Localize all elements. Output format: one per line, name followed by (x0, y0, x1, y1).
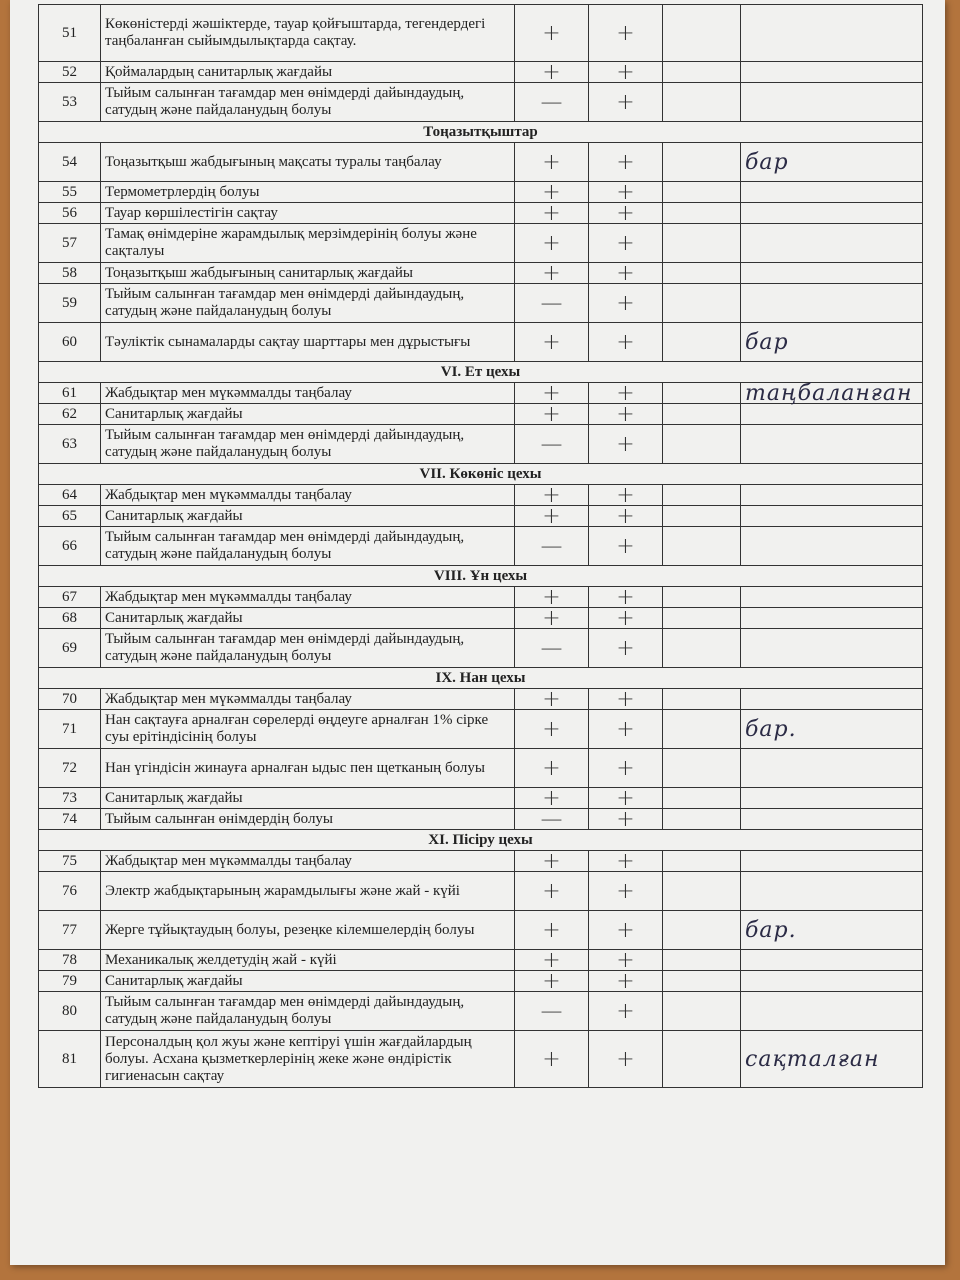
note-cell: бар. (741, 911, 923, 950)
note-cell (741, 506, 923, 527)
table-row (39, 485, 923, 506)
table-row (39, 911, 923, 950)
mark-cell-1: — (515, 809, 589, 830)
mark-cell-1: + (515, 5, 589, 62)
note-cell (741, 629, 923, 668)
row-number: 56 (39, 203, 101, 224)
mark-cell-1: + (515, 608, 589, 629)
mark-cell-2: + (589, 203, 663, 224)
section-header (39, 668, 923, 689)
mark-cell-1: + (515, 263, 589, 284)
row-description: Тыйым салынған тағамдар мен өнімдерді дайындаудың, сатудың және пайдаланудың болуы (101, 629, 515, 668)
table-row (39, 506, 923, 527)
mark-cell-1: — (515, 629, 589, 668)
note-cell (741, 851, 923, 872)
mark-cell-1: — (515, 425, 589, 464)
mark-cell-2: + (589, 911, 663, 950)
paper-sheet (10, 0, 945, 1265)
row-number: 64 (39, 485, 101, 506)
mark-cell-1: + (515, 182, 589, 203)
note-cell: бар (741, 323, 923, 362)
table-row (39, 950, 923, 971)
mark-cell-2: + (589, 851, 663, 872)
row-number: 77 (39, 911, 101, 950)
mark-cell-3 (663, 992, 741, 1031)
mark-cell-1: + (515, 587, 589, 608)
row-number: 74 (39, 809, 101, 830)
mark-cell-2: + (589, 182, 663, 203)
table-row (39, 749, 923, 788)
row-description: Тауар көршілестігін сақтау (101, 203, 515, 224)
mark-cell-2: + (589, 587, 663, 608)
row-number: 68 (39, 608, 101, 629)
mark-cell-3 (663, 143, 741, 182)
table-row (39, 710, 923, 749)
mark-cell-1: + (515, 143, 589, 182)
mark-cell-3 (663, 872, 741, 911)
table-row (39, 629, 923, 668)
table-row (39, 83, 923, 122)
mark-cell-1: + (515, 749, 589, 788)
row-description: Тамақ өнімдеріне жарамдылық мерзімдерінің болуы және сақталуы (101, 224, 515, 263)
checklist-body (39, 5, 923, 1088)
section-header (39, 566, 923, 587)
row-description: Тыйым салынған тағамдар мен өнімдерді дайындаудың, сатудың және пайдаланудың болуы (101, 284, 515, 323)
row-description: Санитарлық жағдайы (101, 506, 515, 527)
mark-cell-2: + (589, 485, 663, 506)
note-cell (741, 749, 923, 788)
mark-cell-1: + (515, 383, 589, 404)
row-description: Жабдықтар мен мүкәммалды таңбалау (101, 689, 515, 710)
row-number: 73 (39, 788, 101, 809)
row-description: Көкөністерді жәшіктерде, тауар қойғыштарда, тегендердегі таңбаланған сыйымдылықтарда сақтау. (101, 5, 515, 62)
mark-cell-3 (663, 950, 741, 971)
mark-cell-3 (663, 710, 741, 749)
mark-cell-2: + (589, 506, 663, 527)
note-cell (741, 404, 923, 425)
mark-cell-1: + (515, 710, 589, 749)
row-number: 67 (39, 587, 101, 608)
row-number: 52 (39, 62, 101, 83)
row-number: 61 (39, 383, 101, 404)
row-description: Санитарлық жағдайы (101, 404, 515, 425)
mark-cell-1: + (515, 872, 589, 911)
mark-cell-2: + (589, 404, 663, 425)
table-row (39, 992, 923, 1031)
note-cell (741, 587, 923, 608)
section-title: VI. Ет цехы (39, 362, 923, 383)
mark-cell-3 (663, 425, 741, 464)
mark-cell-2: + (589, 383, 663, 404)
table-row (39, 323, 923, 362)
section-title: IX. Нан цехы (39, 668, 923, 689)
note-cell (741, 425, 923, 464)
mark-cell-2: + (589, 143, 663, 182)
mark-cell-1: + (515, 485, 589, 506)
row-number: 79 (39, 971, 101, 992)
mark-cell-1: — (515, 83, 589, 122)
row-number: 76 (39, 872, 101, 911)
mark-cell-2: + (589, 971, 663, 992)
row-number: 60 (39, 323, 101, 362)
row-number: 54 (39, 143, 101, 182)
row-number: 63 (39, 425, 101, 464)
row-description: Тоңазытқыш жабдығының мақсаты туралы таңбалау (101, 143, 515, 182)
note-cell (741, 284, 923, 323)
mark-cell-1: + (515, 911, 589, 950)
row-description: Тыйым салынған тағамдар мен өнімдерді дайындаудың, сатудың және пайдаланудың болуы (101, 83, 515, 122)
mark-cell-1: + (515, 971, 589, 992)
mark-cell-3 (663, 971, 741, 992)
row-description: Жабдықтар мен мүкәммалды таңбалау (101, 587, 515, 608)
mark-cell-2: + (589, 950, 663, 971)
note-cell (741, 608, 923, 629)
mark-cell-3 (663, 62, 741, 83)
mark-cell-3 (663, 203, 741, 224)
mark-cell-2: + (589, 62, 663, 83)
table-row (39, 5, 923, 62)
row-number: 66 (39, 527, 101, 566)
section-title: VII. Көкөніс цехы (39, 464, 923, 485)
row-description: Тыйым салынған тағамдар мен өнімдерді дайындаудың, сатудың және пайдаланудың болуы (101, 425, 515, 464)
row-description: Тоңазытқыш жабдығының санитарлық жағдайы (101, 263, 515, 284)
mark-cell-3 (663, 809, 741, 830)
mark-cell-2: + (589, 263, 663, 284)
mark-cell-3 (663, 749, 741, 788)
table-row (39, 383, 923, 404)
row-number: 69 (39, 629, 101, 668)
row-description: Нан үгіндісін жинауға арналған ыдыс пен щетканың болуы (101, 749, 515, 788)
mark-cell-2: + (589, 608, 663, 629)
note-cell (741, 263, 923, 284)
row-number: 57 (39, 224, 101, 263)
note-cell (741, 689, 923, 710)
row-description: Тыйым салынған тағамдар мен өнімдерді дайындаудың, сатудың және пайдаланудың болуы (101, 527, 515, 566)
mark-cell-3 (663, 527, 741, 566)
mark-cell-3 (663, 1031, 741, 1088)
mark-cell-2: + (589, 323, 663, 362)
note-cell (741, 527, 923, 566)
section-header (39, 362, 923, 383)
mark-cell-1: + (515, 506, 589, 527)
row-description: Санитарлық жағдайы (101, 788, 515, 809)
mark-cell-2: + (589, 689, 663, 710)
mark-cell-2: + (589, 1031, 663, 1088)
mark-cell-3 (663, 608, 741, 629)
table-row (39, 1031, 923, 1088)
row-number: 53 (39, 83, 101, 122)
checklist (38, 4, 922, 1088)
mark-cell-2: + (589, 710, 663, 749)
mark-cell-3 (663, 911, 741, 950)
row-description: Термометрлердің болуы (101, 182, 515, 203)
mark-cell-1: + (515, 689, 589, 710)
note-cell (741, 182, 923, 203)
mark-cell-3 (663, 506, 741, 527)
section-header (39, 122, 923, 143)
table-row (39, 788, 923, 809)
mark-cell-2: + (589, 788, 663, 809)
row-number: 71 (39, 710, 101, 749)
row-description: Нан сақтауға арналған сөрелерді өңдеуге арналған 1% сірке суы ерітіндісінің болуы (101, 710, 515, 749)
row-description: Қоймалардың санитарлық жағдайы (101, 62, 515, 83)
row-number: 62 (39, 404, 101, 425)
section-header (39, 464, 923, 485)
mark-cell-2: + (589, 224, 663, 263)
mark-cell-3 (663, 689, 741, 710)
table-row (39, 425, 923, 464)
note-cell: сақталған (741, 1031, 923, 1088)
mark-cell-1: + (515, 224, 589, 263)
mark-cell-3 (663, 83, 741, 122)
mark-cell-1: + (515, 950, 589, 971)
section-title: XI. Пісіру цехы (39, 830, 923, 851)
row-description: Жабдықтар мен мүкәммалды таңбалау (101, 851, 515, 872)
mark-cell-3 (663, 224, 741, 263)
mark-cell-3 (663, 383, 741, 404)
row-description: Персоналдың қол жуы және кептіруі үшін жағдайлардың болуы. Асхана қызметкерлерінің жеке және өндірістік гигиенасын сақтау (101, 1031, 515, 1088)
table-row (39, 608, 923, 629)
row-number: 70 (39, 689, 101, 710)
mark-cell-1: — (515, 527, 589, 566)
note-cell (741, 83, 923, 122)
table-row (39, 203, 923, 224)
note-cell (741, 872, 923, 911)
row-number: 81 (39, 1031, 101, 1088)
table-row (39, 971, 923, 992)
mark-cell-1: + (515, 404, 589, 425)
row-number: 78 (39, 950, 101, 971)
mark-cell-1: + (515, 1031, 589, 1088)
section-title: Тоңазытқыштар (39, 122, 923, 143)
section-title: VIII. Ұн цехы (39, 566, 923, 587)
mark-cell-1: — (515, 992, 589, 1031)
row-description: Тәуліктік сынамаларды сақтау шарттары мен дұрыстығы (101, 323, 515, 362)
mark-cell-2: + (589, 527, 663, 566)
table-row (39, 143, 923, 182)
mark-cell-2: + (589, 83, 663, 122)
table-row (39, 224, 923, 263)
mark-cell-1: + (515, 203, 589, 224)
note-cell (741, 971, 923, 992)
table-row (39, 527, 923, 566)
table-row (39, 62, 923, 83)
note-cell (741, 62, 923, 83)
checklist-table (38, 4, 923, 1088)
mark-cell-2: + (589, 809, 663, 830)
mark-cell-2: + (589, 425, 663, 464)
note-cell (741, 992, 923, 1031)
row-number: 59 (39, 284, 101, 323)
note-cell (741, 950, 923, 971)
mark-cell-3 (663, 182, 741, 203)
mark-cell-1: + (515, 323, 589, 362)
mark-cell-3 (663, 587, 741, 608)
row-description: Жабдықтар мен мүкәммалды таңбалау (101, 485, 515, 506)
row-description: Санитарлық жағдайы (101, 608, 515, 629)
mark-cell-3 (663, 284, 741, 323)
mark-cell-1: + (515, 851, 589, 872)
note-cell (741, 5, 923, 62)
row-description: Тыйым салынған өнімдердің болуы (101, 809, 515, 830)
section-header (39, 830, 923, 851)
mark-cell-3 (663, 485, 741, 506)
row-description: Электр жабдықтарының жарамдылығы және жай - күйі (101, 872, 515, 911)
mark-cell-2: + (589, 872, 663, 911)
table-row (39, 872, 923, 911)
mark-cell-1: — (515, 284, 589, 323)
table-row (39, 851, 923, 872)
mark-cell-1: + (515, 62, 589, 83)
row-number: 72 (39, 749, 101, 788)
note-cell: бар. (741, 710, 923, 749)
mark-cell-1: + (515, 788, 589, 809)
mark-cell-2: + (589, 629, 663, 668)
row-number: 51 (39, 5, 101, 62)
mark-cell-3 (663, 851, 741, 872)
table-row (39, 284, 923, 323)
table-row (39, 587, 923, 608)
row-description: Санитарлық жағдайы (101, 971, 515, 992)
mark-cell-2: + (589, 5, 663, 62)
table-row (39, 689, 923, 710)
note-cell: таңбаланған (741, 383, 923, 404)
mark-cell-2: + (589, 749, 663, 788)
mark-cell-3 (663, 629, 741, 668)
row-description: Жерге тұйықтаудың болуы, резеңке кілемшелердің болуы (101, 911, 515, 950)
mark-cell-3 (663, 263, 741, 284)
mark-cell-3 (663, 788, 741, 809)
row-number: 55 (39, 182, 101, 203)
mark-cell-3 (663, 404, 741, 425)
note-cell (741, 485, 923, 506)
table-row (39, 182, 923, 203)
row-number: 58 (39, 263, 101, 284)
mark-cell-2: + (589, 284, 663, 323)
note-cell (741, 224, 923, 263)
mark-cell-3 (663, 323, 741, 362)
row-description: Жабдықтар мен мүкәммалды таңбалау (101, 383, 515, 404)
row-number: 65 (39, 506, 101, 527)
mark-cell-2: + (589, 992, 663, 1031)
row-description: Тыйым салынған тағамдар мен өнімдерді дайындаудың, сатудың және пайдаланудың болуы (101, 992, 515, 1031)
note-cell: бар (741, 143, 923, 182)
note-cell (741, 788, 923, 809)
note-cell (741, 203, 923, 224)
mark-cell-3 (663, 5, 741, 62)
table-row (39, 263, 923, 284)
table-row (39, 404, 923, 425)
note-cell (741, 809, 923, 830)
row-number: 75 (39, 851, 101, 872)
row-number: 80 (39, 992, 101, 1031)
table-row (39, 809, 923, 830)
row-description: Механикалық желдетудің жай - күйі (101, 950, 515, 971)
